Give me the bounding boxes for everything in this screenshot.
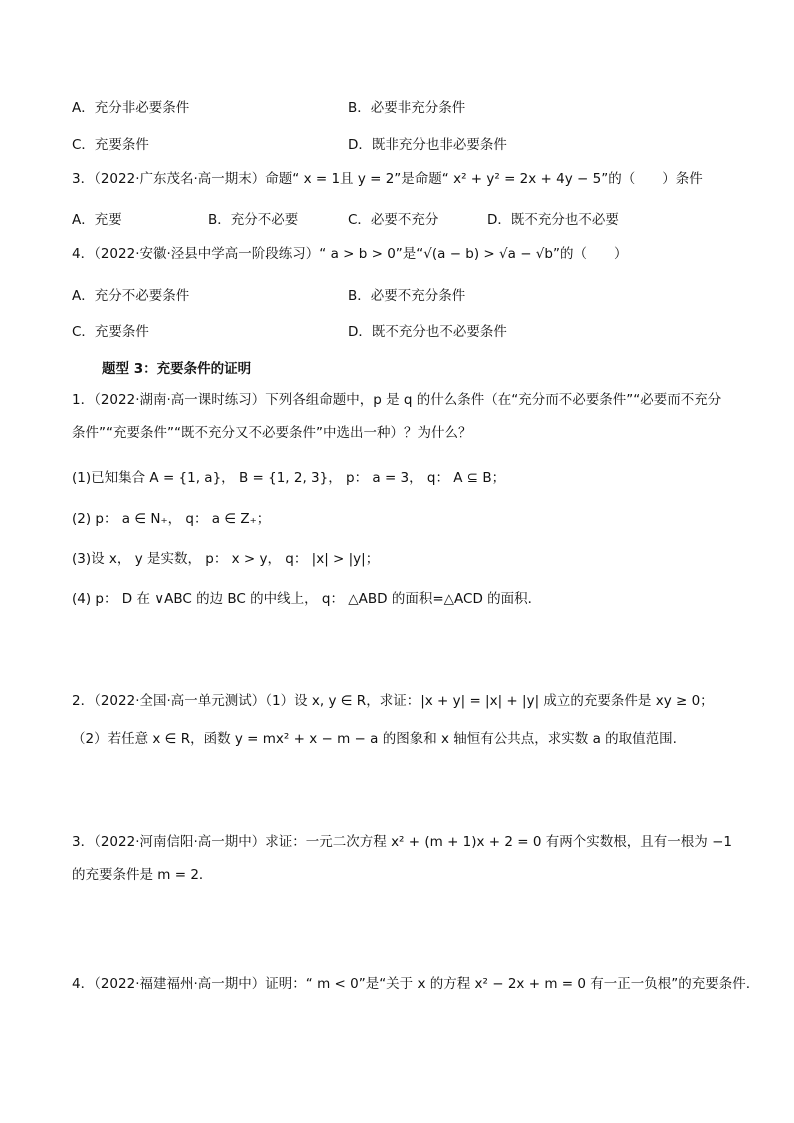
section-heading: 题型 3：充要条件的证明 [102,361,252,377]
p1-item-2: (2) p： a ∈ N₊， q： a ∈ Z₊； [72,511,271,527]
p1-item-3: (3)设 x， y 是实数， p： x > y， q： |x| > |y|； [72,551,380,567]
p1-item-1: (1)已知集合 A = {1, a}， B = {1, 2, 3}， p： a = 3， q： A ⊆ B； [72,470,506,486]
q4-stem: 4．（2022·安徽·泾县中学高一阶段练习）“ a > b > 0”是“√(a − b) > √a − √b”的（ ） [72,246,628,262]
q4-option-c: C．充要条件 [72,324,149,340]
q4-option-a: A．充分不必要条件 [72,288,190,304]
q2-option-a: A．充分非必要条件 [72,100,190,116]
q2-option-c: C．充要条件 [72,137,149,153]
q3-option-b: B．充分不必要 [208,212,299,228]
p4-stem: 4．（2022·福建福州·高一期中）证明：“ m < 0”是“关于 x 的方程 x² − 2x + m = 0 有一正一负根”的充要条件. [72,976,751,992]
q3-option-c: C．必要不充分 [348,212,439,228]
p1-stem: 1．（2022·湖南·高一课时练习）下列各组命题中，p 是 q 的什么条件（在“充分而不必要条件”“必要而不充分条件”“充要条件”“既不充分又不必要条件”中选出一种）？为什么？ [72,392,722,441]
q3-stem: 3．（2022·广东茂名·高一期末）命题“ x = 1且 y = 2”是命题“ x² + y² = 2x + 4y − 5”的（ ）条件 [72,171,703,187]
p3-stem: 3．（2022·河南信阳·高一期中）求证：一元二次方程 x² + (m + 1)x + 2 = 0 有两个实数根，且有一根为 −1 的充要条件是 m = 2． [72,834,732,883]
q3-option-a: A．充要 [72,212,122,228]
q2-option-b: B．必要非充分条件 [348,100,466,116]
p1-item-4: (4) p： D 在 ∨ABC 的边 BC 的中线上， q： △ABD 的面积=△ACD 的面积． [72,591,542,607]
p2-part-1: 2．（2022·全国·高一单元测试）（1）设 x, y ∈ R，求证：|x + y| = |x| + |y| 成立的充要条件是 xy ≥ 0； [72,693,714,709]
p2-part-2: （2）若任意 x ∈ R，函数 y = mx² + x − m − a 的图象和 x 轴恒有公共点，求实数 a 的取值范围. [72,731,677,747]
q4-option-b: B．必要不充分条件 [348,288,466,304]
q4-option-d: D．既不充分也不必要条件 [348,324,507,340]
q3-option-d: D．既不充分也不必要 [487,212,619,228]
q2-option-d: D．既非充分也非必要条件 [348,137,507,153]
